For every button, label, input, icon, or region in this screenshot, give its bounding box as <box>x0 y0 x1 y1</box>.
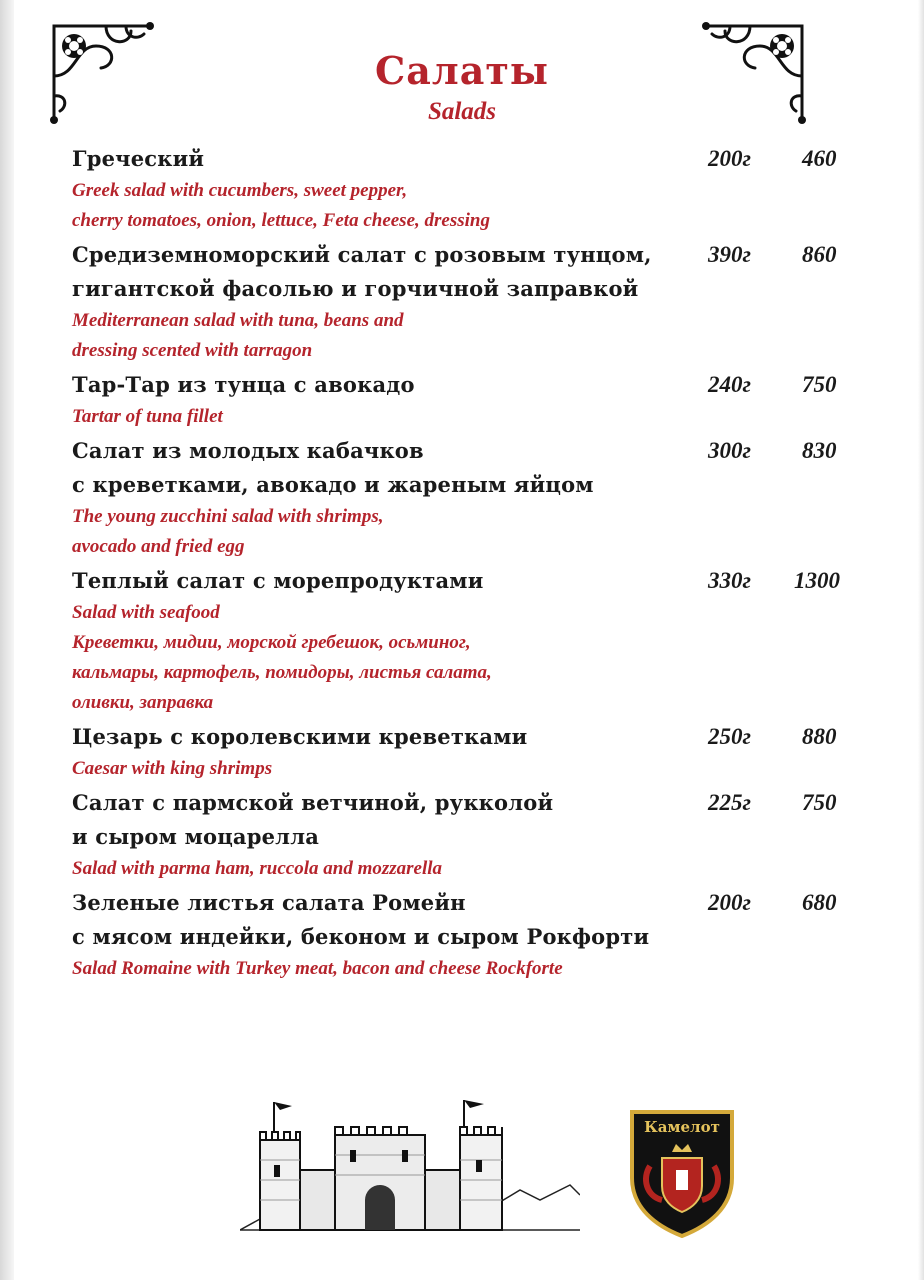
dish-name-ru: с мясом индейки, беконом и сыром Рокфорти <box>72 924 650 949</box>
dish-price: 750 <box>802 790 837 815</box>
dish-name-ru: Цезарь с королевскими креветками <box>72 724 528 749</box>
dish-weight: 200г <box>708 146 751 171</box>
dish-desc-en: cherry tomatoes, onion, lettuce, Feta cheese, dressing <box>72 210 490 231</box>
menu-item <box>72 720 872 786</box>
dish-name-ru: с креветками, авокадо и жареным яйцом <box>72 472 594 497</box>
dish-weight: 240г <box>708 372 751 397</box>
dish-name-ru: и сыром моцарелла <box>72 824 320 849</box>
dish-desc-en: Mediterranean salad with tuna, beans and <box>72 310 404 331</box>
dish-name-ru: Теплый салат с морепродуктами <box>72 568 484 593</box>
dish-name-ru: Тар-Тар из тунца с авокадо <box>72 372 415 397</box>
dish-desc-en: The young zucchini salad with shrimps, <box>72 506 384 527</box>
dish-weight: 330г <box>708 568 751 593</box>
menu-item <box>72 886 872 984</box>
dish-weight: 225г <box>708 790 751 815</box>
dish-price: 830 <box>802 438 837 463</box>
dish-price: 750 <box>802 372 837 397</box>
dish-price: 680 <box>802 890 837 915</box>
menu-item <box>72 238 872 368</box>
castle-illustration <box>240 1090 580 1240</box>
menu-item <box>72 368 872 434</box>
dish-name-ru: Салат с пармской ветчиной, рукколой <box>72 790 554 815</box>
dish-desc-en: dressing scented with tarragon <box>72 340 313 361</box>
dish-weight: 390г <box>708 242 751 267</box>
dish-desc-en: avocado and fried egg <box>72 536 245 557</box>
menu-item <box>72 564 872 720</box>
page-title: Салаты <box>375 48 549 93</box>
dish-name-ru: Греческий <box>72 146 205 171</box>
dish-name-ru: гигантской фасолью и горчичной заправкой <box>72 276 639 301</box>
dish-price: 880 <box>802 724 837 749</box>
dish-desc-en: Salad with parma ham, ruccola and mozzarella <box>72 858 443 879</box>
dish-desc-en: оливки, заправка <box>72 692 214 713</box>
dish-weight: 300г <box>708 438 751 463</box>
page-edge-shadow <box>0 0 14 1280</box>
menu-item <box>72 434 872 564</box>
dish-name-ru: Средиземноморский салат с розовым тунцом, <box>72 242 652 267</box>
camelot-crest-logo <box>628 1108 736 1238</box>
dish-desc-en: Greek salad with cucumbers, sweet pepper, <box>72 180 408 201</box>
page-edge-right <box>918 0 924 1280</box>
dish-weight: 250г <box>708 724 751 749</box>
dish-price: 460 <box>802 146 837 171</box>
dish-desc-en: Креветки, мидии, морской гребешок, осьминог, <box>72 632 471 653</box>
dish-desc-en: Caesar with king shrimps <box>72 758 273 779</box>
dish-weight: 200г <box>708 890 751 915</box>
dish-name-ru: Зеленые листья салата Ромейн <box>72 890 466 915</box>
page-subtitle: Salads <box>427 98 497 125</box>
dish-desc-en: Salad with seafood <box>72 602 220 623</box>
dish-price: 1300 <box>794 568 840 593</box>
menu-item <box>72 786 872 886</box>
menu-list <box>72 142 872 984</box>
dish-price: 860 <box>802 242 837 267</box>
dish-desc-en: Salad Romaine with Turkey meat, bacon and cheese Rockforte <box>72 958 563 979</box>
logo-text: Камелот <box>644 1118 720 1136</box>
dish-name-ru: Салат из молодых кабачков <box>72 438 424 463</box>
dish-desc-en: кальмары, картофель, помидоры, листья салата, <box>72 662 492 683</box>
menu-item <box>72 142 872 238</box>
dish-desc-en: Tartar of tuna fillet <box>72 406 223 427</box>
